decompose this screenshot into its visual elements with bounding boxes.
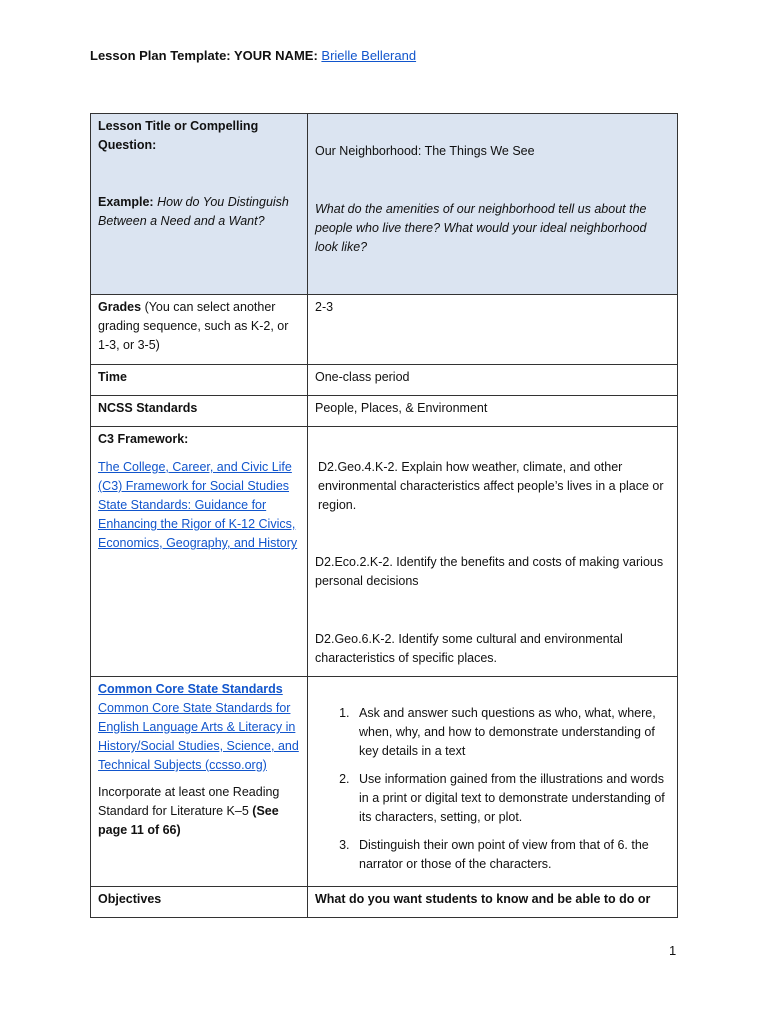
ccss-document-link[interactable]: Common Core State Standards for English Language Arts & Literacy in History/Social Studies, Science, and Technical Subjects (ccsso.org) [98, 701, 299, 772]
lesson-title: Our Neighborhood: The Things We See [315, 144, 535, 158]
c3-standard-geo6: D2.Geo.6.K-2. Identify some cultural and environmental characteristics of specific places. [315, 632, 623, 665]
objectives-label: Objectives [91, 887, 308, 918]
ccss-row [91, 677, 678, 887]
ccss-standards-cell [308, 677, 678, 887]
title-label-cell [91, 114, 308, 295]
title-row [91, 114, 678, 295]
ccss-standard-item: 3. Distinguish their own point of view from that of 6. the narrator or those of the characters. [353, 836, 670, 874]
example-text: Example: How do You Distinguish Between a Need and a Want? [98, 195, 289, 228]
c3-label: C3 Framework: [98, 432, 189, 446]
objectives-row [91, 887, 678, 918]
ccss-label-cell [91, 677, 308, 887]
c3-row [91, 427, 678, 677]
document-header [90, 48, 416, 63]
title-label: Lesson Title or Compelling Question: [98, 119, 259, 152]
header-label: Lesson Plan Template: YOUR NAME: [90, 48, 318, 63]
title-value-cell [308, 114, 678, 295]
c3-standard-geo4: D2.Geo.4.K-2. Explain how weather, climate, and other environmental characteristics affect people’s lives in a place or region. [318, 460, 664, 512]
time-row [91, 365, 678, 396]
c3-framework-link[interactable]: The College, Career, and Civic Life (C3) Framework for Social Studies State Standards: Guidance for Enhancing the Rigor of K-12 Civics, Economics, Geography, and History [98, 460, 298, 550]
grades-value: 2-3 [308, 295, 678, 365]
ccss-note: Incorporate at least one Reading Standard for Literature K–5 (See page 11 of 66) [98, 785, 280, 837]
ncss-row [91, 396, 678, 427]
grades-row [91, 295, 678, 365]
objectives-value: What do you want students to know and be able to do or [308, 887, 678, 918]
ccss-title-link[interactable]: Common Core State Standards [98, 682, 283, 696]
ncss-value: People, Places, & Environment [308, 396, 678, 427]
c3-label-cell [91, 427, 308, 677]
time-label: Time [91, 365, 308, 396]
grades-note: (You can select another grading sequence, such as K-2, or 1-3, or 3-5) [98, 300, 289, 352]
c3-standards-cell [308, 427, 678, 677]
ccss-standard-item: 2. Use information gained from the illustrations and words in a print or digital text to demonstrate understanding of its characters, setting, or plot. [353, 770, 670, 827]
author-name-link[interactable]: Brielle Bellerand [321, 48, 417, 63]
compelling-question: What do the amenities of our neighborhood tell us about the people who live there? What would your ideal neighborhood look like? [315, 202, 647, 254]
ccss-standard-item: 1. Ask and answer such questions as who, what, where, when, why, and how to demonstrate understanding of key details in a text [353, 704, 670, 761]
ncss-label: NCSS Standards [91, 396, 308, 427]
lesson-plan-table [90, 113, 678, 918]
grades-label-cell [91, 295, 308, 365]
ccss-standards-list [315, 704, 670, 874]
c3-standard-eco2: D2.Eco.2.K-2. Identify the benefits and costs of making various personal decisions [315, 555, 664, 588]
grades-label: Grades [98, 300, 142, 314]
page-number: 1 [669, 943, 677, 958]
time-value: One-class period [308, 365, 678, 396]
